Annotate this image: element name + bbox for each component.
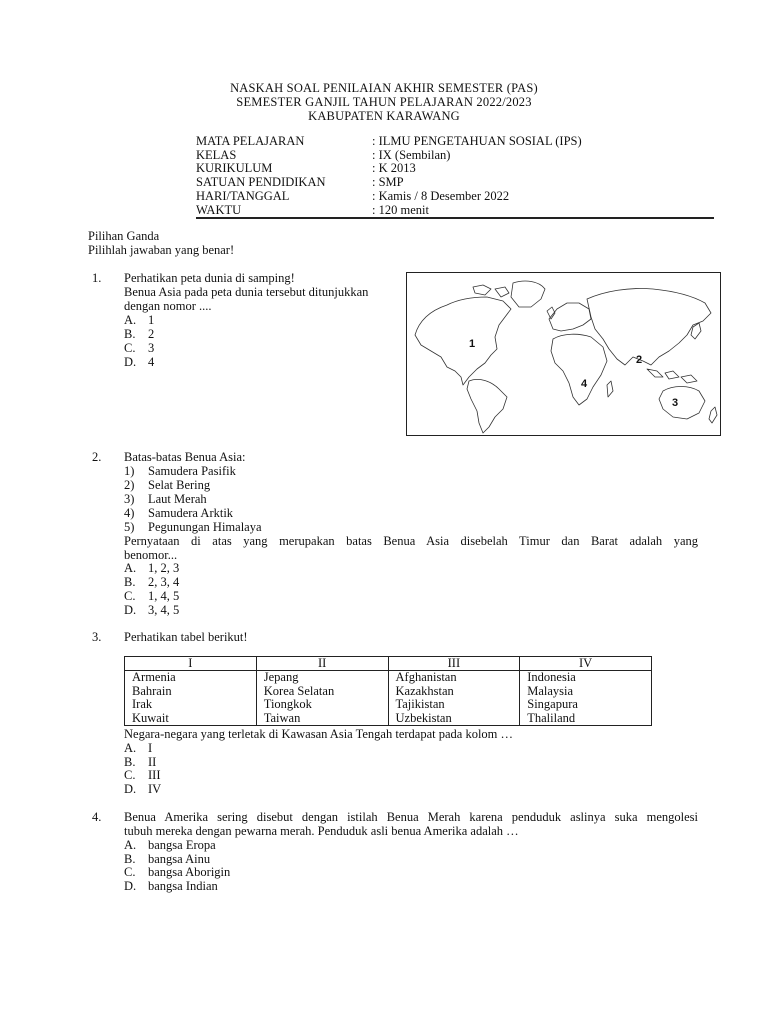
section-title: Pilihan Ganda <box>88 229 160 243</box>
info-label: KELAS <box>196 148 237 162</box>
new-zealand-outline <box>709 407 717 423</box>
option-text: bangsa Eropa <box>148 838 216 852</box>
table-row <box>125 685 652 699</box>
question-number: 2. <box>92 450 102 464</box>
table-cell: Tajikistan <box>388 698 520 712</box>
map-label-1: 1 <box>469 338 476 350</box>
item-text: Pegunungan Himalaya <box>148 520 262 534</box>
option-letter: C. <box>124 589 136 603</box>
info-label: SATUAN PENDIDIKAN <box>196 175 326 189</box>
australia-outline <box>659 387 705 420</box>
table-cell: Kazakhstan <box>388 685 520 699</box>
map-label-3: 3 <box>672 397 679 409</box>
north-america-outline <box>415 297 511 385</box>
europe-outline <box>549 303 591 331</box>
table-cell: Irak <box>125 698 257 712</box>
info-value: : IX (Sembilan) <box>372 148 451 162</box>
item-number: 4) <box>124 506 135 520</box>
asia-outline <box>587 288 711 365</box>
item-number: 1) <box>124 464 135 478</box>
question-text: dengan nomor .... <box>124 299 212 313</box>
table-header-cell: IV <box>520 657 652 671</box>
table-cell: Thaliland <box>520 712 652 726</box>
info-label: MATA PELAJARAN <box>196 134 305 148</box>
option-text: 1 <box>148 313 155 327</box>
option-text: 1, 4, 5 <box>148 589 180 603</box>
option-text: bangsa Aborigin <box>148 865 231 879</box>
info-value: : 120 menit <box>372 203 429 217</box>
question-text: Perhatikan tabel berikut! <box>124 630 248 644</box>
table-cell: Taiwan <box>256 712 388 726</box>
option-text: 4 <box>148 355 155 369</box>
info-value: : Kamis / 8 Desember 2022 <box>372 189 510 203</box>
section-instruction: Pilihlah jawaban yang benar! <box>88 243 235 257</box>
info-value: : SMP <box>372 175 404 189</box>
item-number: 5) <box>124 520 135 534</box>
table-cell: Korea Selatan <box>256 685 388 699</box>
country-table <box>124 656 652 726</box>
header-semester: SEMESTER GANJIL TAHUN PELAJARAN 2022/2023 <box>236 95 532 109</box>
item-text: Laut Merah <box>148 492 207 506</box>
question-number: 3. <box>92 630 102 644</box>
table-cell: Malaysia <box>520 685 652 699</box>
option-text: 2 <box>148 327 155 341</box>
option-text: bangsa Ainu <box>148 852 211 866</box>
table-cell: Kuwait <box>125 712 257 726</box>
question-number: 4. <box>92 810 102 824</box>
table-header-cell: I <box>125 657 257 671</box>
item-number: 3) <box>124 492 135 506</box>
header-region: KABUPATEN KARAWANG <box>308 109 460 123</box>
map-label-2: 2 <box>636 354 643 366</box>
option-letter: B. <box>124 755 136 769</box>
question-statement: Pernyataan di atas yang merupakan batas Benua Asia disebelah Timur dan Barat adalah yang <box>124 534 698 548</box>
item-text: Samudera Arktik <box>148 506 234 520</box>
option-letter: B. <box>124 852 136 866</box>
table-cell: Singapura <box>520 698 652 712</box>
question-statement-continued: benomor... <box>124 548 178 562</box>
question-text: Benua Amerika sering disebut dengan istilah Benua Merah karena penduduk aslinya suka mengolesi <box>124 810 698 824</box>
question-text: Negara-negara yang terletak di Kawasan Asia Tengah terdapat pada kolom … <box>124 727 514 741</box>
option-text: 1, 2, 3 <box>148 561 180 575</box>
option-text: 3 <box>148 341 155 355</box>
option-letter: D. <box>124 782 137 796</box>
option-letter: B. <box>124 575 136 589</box>
option-text: 2, 3, 4 <box>148 575 180 589</box>
item-text: Selat Bering <box>148 478 211 492</box>
africa-outline <box>551 334 607 405</box>
item-text: Samudera Pasifik <box>148 464 236 478</box>
question-text: Batas-batas Benua Asia: <box>124 450 246 464</box>
table-row <box>125 698 652 712</box>
table-header-cell: II <box>256 657 388 671</box>
option-letter: C. <box>124 341 136 355</box>
option-text: II <box>148 755 157 769</box>
south-america-outline <box>467 379 507 433</box>
option-letter: A. <box>124 838 137 852</box>
info-label: KURIKULUM <box>196 161 273 175</box>
question-text: Perhatikan peta dunia di samping! <box>124 271 295 285</box>
option-letter: A. <box>124 561 137 575</box>
question-text-continued: tubuh mereka dengan pewarna merah. Penduduk asli benua Amerika adalah … <box>124 824 519 838</box>
option-letter: A. <box>124 313 137 327</box>
header-divider <box>196 217 714 219</box>
option-text: bangsa Indian <box>148 879 218 893</box>
madagascar-outline <box>607 381 613 397</box>
option-text: IV <box>148 782 162 796</box>
item-number: 2) <box>124 478 135 492</box>
table-cell: Afghanistan <box>388 671 520 685</box>
option-text: I <box>148 741 153 755</box>
info-value: : K 2013 <box>372 161 416 175</box>
option-letter: D. <box>124 355 137 369</box>
world-map <box>406 272 721 436</box>
question-text: Benua Asia pada peta dunia tersebut ditunjukkan <box>124 285 369 299</box>
option-letter: B. <box>124 327 136 341</box>
table-header-cell: III <box>388 657 520 671</box>
table-cell: Tiongkok <box>256 698 388 712</box>
option-letter: A. <box>124 741 137 755</box>
option-text: 3, 4, 5 <box>148 603 180 617</box>
table-cell: Bahrain <box>125 685 257 699</box>
map-label-4: 4 <box>581 378 588 390</box>
table-cell: Indonesia <box>520 671 652 685</box>
world-map-drawing <box>407 273 720 435</box>
option-letter: C. <box>124 865 136 879</box>
option-text: III <box>148 768 161 782</box>
greenland-outline <box>511 281 545 307</box>
table-cell: Jepang <box>256 671 388 685</box>
option-letter: D. <box>124 603 137 617</box>
indonesia-outline <box>647 369 697 383</box>
table-cell: Uzbekistan <box>388 712 520 726</box>
header-title: NASKAH SOAL PENILAIAN AKHIR SEMESTER (PAS) <box>230 81 538 95</box>
table-cell: Armenia <box>125 671 257 685</box>
table-row <box>125 712 652 726</box>
table-header-row <box>125 657 652 671</box>
option-letter: D. <box>124 879 137 893</box>
arctic-islands-outline <box>473 285 509 297</box>
table-row <box>125 671 652 685</box>
info-label: WAKTU <box>196 203 242 217</box>
question-number: 1. <box>92 271 102 285</box>
option-letter: C. <box>124 768 136 782</box>
info-value: : ILMU PENGETAHUAN SOSIAL (IPS) <box>372 134 582 148</box>
info-label: HARI/TANGGAL <box>196 189 290 203</box>
